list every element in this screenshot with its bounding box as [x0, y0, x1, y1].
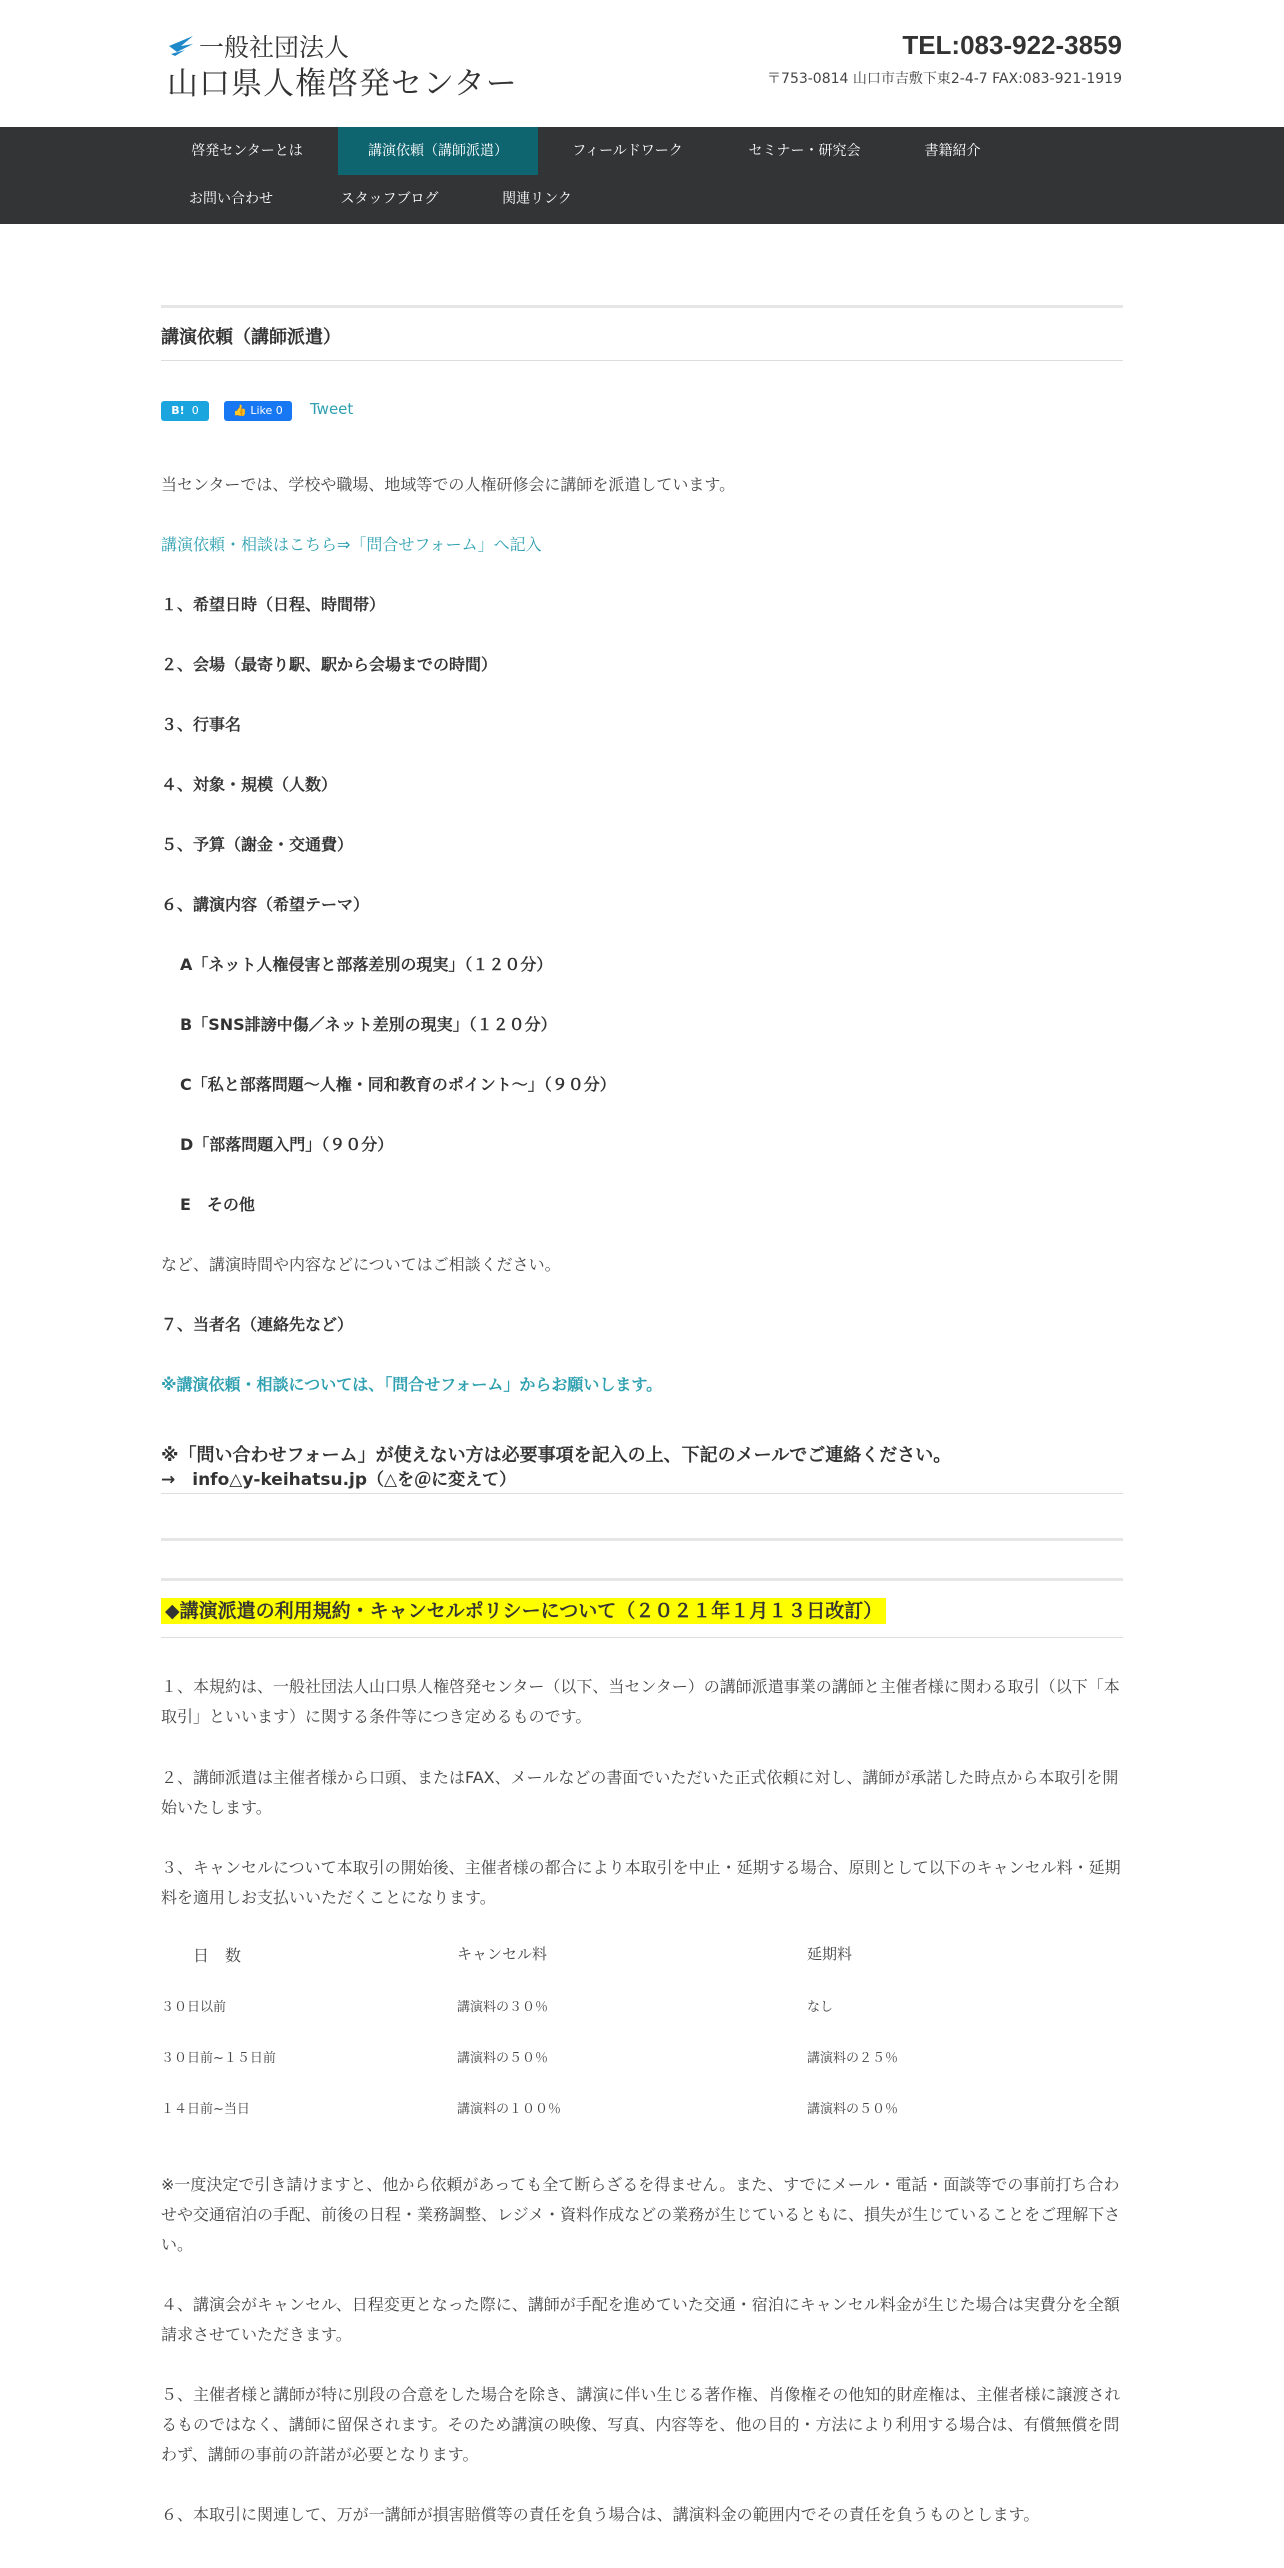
- form-note-link[interactable]: ※講演依頼・相談については、「問合せフォーム」からお願いします。: [161, 1375, 663, 1394]
- theme-item: A「ネット人権侵害と部落差別の現実」（１２０分）: [180, 955, 553, 974]
- policy-paragraph: ５、主催者様と講師が特に別段の合意をした場合を除き、講演に伴い生じる著作権、肖像権その他知的財産権は、主催者様に譲渡されるものではなく、講師に留保されます。そのため講演の映像、写真、内容等を、他の目的・方法により利用する場合は、有償無償を問わず、講師の事前の許諾が必要となります。: [161, 2385, 1121, 2464]
- facebook-like-button[interactable]: [224, 401, 292, 421]
- nav-item-seminar[interactable]: セミナー・研究会: [748, 143, 861, 159]
- request-form-link[interactable]: 講演依頼・相談はこちら⇒「問合せフォーム」へ記入: [161, 535, 542, 554]
- page-title: 講演依頼（講師派遣）: [161, 327, 341, 348]
- theme-item: E その他: [180, 1195, 255, 1214]
- nav-item-about[interactable]: 啓発センターとは: [191, 143, 303, 159]
- policy-note: ※一度決定で引き請けますと、他から依頼があっても全て断らざるを得ません。また、すでにメール・電話・面談等での事前打ち合わせや交通宿泊の手配、前後の日程・業務調整、レジメ・資料作成などの業務が生じているともに、損失が生じていることをご理解下さい。: [161, 2175, 1121, 2254]
- logo-subtitle[interactable]: 一般社団法人: [199, 33, 350, 62]
- site-logo-title[interactable]: 山口県人権啓発センター: [167, 66, 518, 102]
- list-item: ４、対象・規模（人数）: [161, 775, 338, 794]
- hatena-count: 0: [191, 404, 199, 417]
- table-cell: なし: [807, 2000, 834, 2015]
- table-cell: 講演料の１００％: [457, 2102, 562, 2117]
- policy-bottom-rule: [161, 1637, 1123, 1638]
- thumbs-up-icon: 👍: [233, 404, 247, 417]
- table-header: 延期料: [807, 1945, 853, 1963]
- hatena-label: B!: [171, 404, 185, 417]
- table-cell: ３０日以前: [161, 2000, 227, 2015]
- policy-top-rule: [161, 1578, 1123, 1581]
- divider: [161, 1538, 1123, 1541]
- list-item: ６、講演内容（希望テーマ）: [161, 895, 370, 914]
- list-item: ７、当者名（連絡先など）: [161, 1315, 354, 1334]
- policy-paragraph: ３、キャンセルについて本取引の開始後、主催者様の都合により本取引を中止・延期する場合、原則として以下のキャンセル料・延期料を適用しお支払いいただくことになります。: [161, 1858, 1121, 1907]
- policy-paragraph: ２、講師派遣は主催者様から口頭、またはFAX、メールなどの書面でいただいた正式依頼に対し、講師が承諾した時点から本取引を開始いたします。: [161, 1768, 1119, 1817]
- title-top-rule: [161, 305, 1123, 308]
- table-cell: 講演料の２５％: [807, 2051, 899, 2066]
- nav-item-lecture-request[interactable]: 講演依頼（講師派遣）: [338, 127, 538, 175]
- table-cell: 講演料の５０％: [807, 2102, 899, 2117]
- title-bottom-rule: [161, 360, 1123, 361]
- policy-heading: [161, 1596, 886, 1623]
- theme-item: C「私と部落問題～人権・同和教育のポイント～」（９０分）: [180, 1075, 616, 1094]
- nav-item-fieldwork[interactable]: フィールドワーク: [572, 143, 683, 159]
- table-cell: ３０日前~１５日前: [161, 2051, 276, 2066]
- table-cell: １４日前~当日: [161, 2102, 250, 2117]
- theme-item: B「SNS誹謗中傷／ネット差別の現実」（１２０分）: [180, 1015, 557, 1034]
- table-header: キャンセル料: [457, 1945, 548, 1963]
- consult-note: など、講演時間や内容などについてはご相談ください。: [161, 1255, 561, 1274]
- nav-item-staff-blog[interactable]: スタッフブログ: [340, 191, 439, 207]
- swallow-logo-icon[interactable]: [167, 32, 195, 58]
- divider: [161, 1493, 1123, 1494]
- table-cell: 講演料の５０％: [457, 2051, 549, 2066]
- list-item: １、希望日時（日程、時間帯）: [161, 595, 386, 614]
- main-navigation: [0, 127, 1284, 224]
- tweet-link[interactable]: Tweet: [310, 400, 354, 418]
- intro-text: 当センターでは、学校や職場、地域等での人権研修会に講師を派遣しています。: [161, 475, 736, 494]
- site-header: [0, 0, 1284, 127]
- address-fax: 〒753-0814 山口市吉敷下東2-4-7 FAX:083-921-1919: [767, 71, 1122, 87]
- policy-paragraph: ４、講演会がキャンセル、日程変更となった際に、講師が手配を進めていた交通・宿泊にキャンセル料金が生じた場合は実費分を全額請求させていただきます。: [161, 2295, 1120, 2344]
- theme-item: D「部落問題入門」（９０分）: [180, 1135, 394, 1154]
- list-item: ３、行事名: [161, 715, 242, 734]
- cancel-fee-table: [161, 1943, 1123, 2123]
- nav-item-contact[interactable]: お問い合わせ: [189, 191, 273, 207]
- list-item: ２、会場（最寄り駅、駅から会場までの時間）: [161, 655, 498, 674]
- table-cell: 講演料の３０％: [457, 2000, 549, 2015]
- phone-number: TEL:083-922-3859: [902, 30, 1122, 60]
- nav-item-links[interactable]: 関連リンク: [502, 191, 572, 207]
- mail-note: ※「問い合わせフォーム」が使えない方は必要事項を記入の上、下記のメールでご連絡ください。: [161, 1445, 952, 1466]
- like-label: Like 0: [250, 404, 283, 417]
- hatena-bookmark-button[interactable]: [161, 401, 209, 421]
- policy-paragraph: １、本規約は、一般社団法人山口県人権啓発センター（以下、当センター）の講師派遣事業の講師と主催者様に関わる取引（以下「本取引」といいます）に関する条件等につき定めるものです。: [161, 1677, 1120, 1726]
- table-header: 日 数: [193, 1946, 242, 1965]
- list-item: ５、予算（謝金・交通費）: [161, 835, 354, 854]
- policy-heading-text: ◆講演派遣の利用規約・キャンセルポリシーについて（２０２１年１月１３日改訂）: [161, 1598, 886, 1624]
- policy-paragraph: ６、本取引に関連して、万が一講師が損害賠償等の責任を負う場合は、講演料金の範囲内でその責任を負うものとします。: [161, 2505, 1040, 2524]
- nav-item-books[interactable]: 書籍紹介: [924, 143, 981, 159]
- mail-address-note: → info△y-keihatsu.jp（△を＠に変えて）: [161, 1470, 517, 1490]
